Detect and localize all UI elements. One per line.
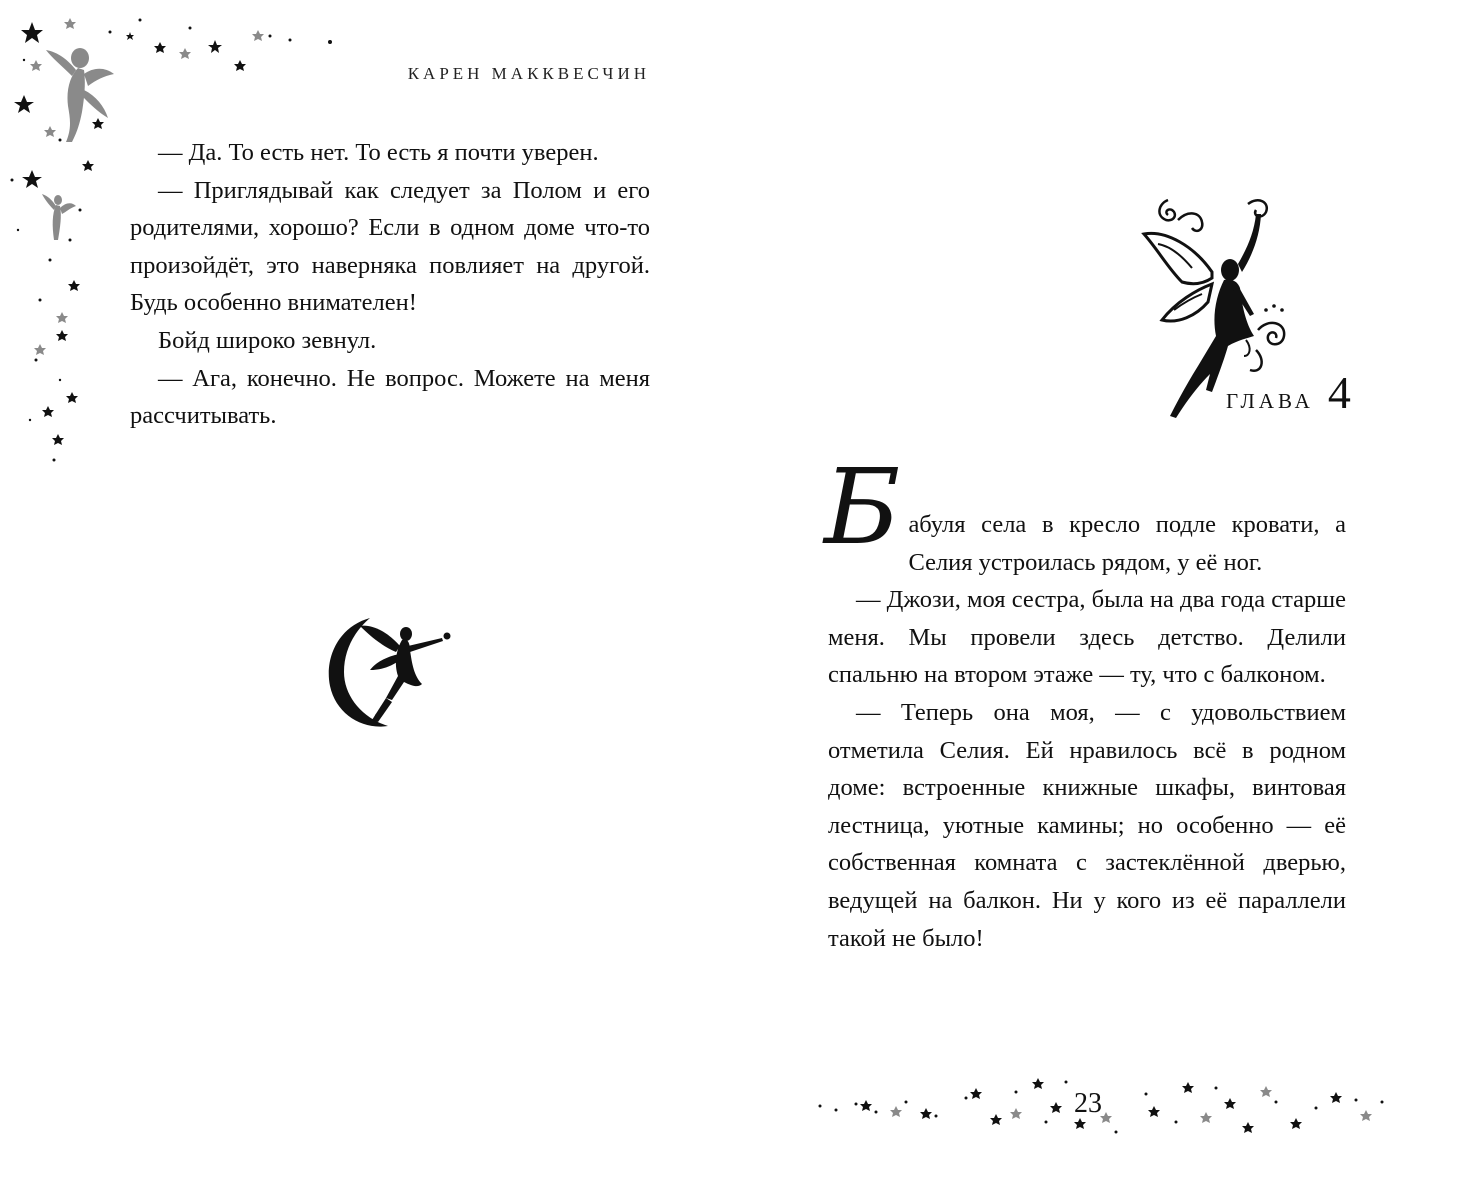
paragraph-text: абуля села в кресло подле кровати, а Селия устроилась рядом, у её ног. (908, 511, 1346, 576)
right-page (738, 0, 1477, 1182)
page-number: 23 (1074, 1088, 1102, 1119)
paragraph: — Джози, моя сестра, была на два года старше меня. Мы провели здесь детство. Делили спальню на втором этаже — ту, что с балконом. (828, 586, 1346, 689)
fairy-moon-icon (322, 606, 462, 736)
paragraph: Бойд широко зевнул. (158, 326, 377, 354)
paragraph: — Ага, конечно. Не вопрос. Можете на меня рассчитывать. (130, 364, 650, 430)
paragraph (824, 446, 1346, 581)
right-body-text (824, 446, 1346, 957)
chapter-word: ГЛАВА (1226, 389, 1314, 413)
paragraph: — Приглядывай как следует за Полом и его родителями, хорошо? Если в одном доме что-то произойдёт, это наверняка повлияет на другой. Будь особенно внимателен! (130, 176, 650, 317)
left-body-text (130, 134, 650, 435)
paragraph: — Теперь она моя, — с удовольствием отметила Селия. Ей нравилось всё в родном доме: встроенные книжные шкафы, винтовая лестница, уютные камины; но особенно — её собственная комната с застеклённой дверью, ведущей на балкон. Ни у кого из её параллели такой не было! (828, 698, 1346, 952)
chapter-heading (1226, 366, 1351, 419)
chapter-number: 4 (1327, 367, 1351, 418)
running-head-author: КАРЕН МАККВЕСЧИН (407, 64, 650, 83)
paragraph: — Да. То есть нет. То есть я почти уверен. (158, 139, 599, 166)
drop-cap: Б (824, 446, 901, 568)
left-page (0, 0, 738, 1182)
